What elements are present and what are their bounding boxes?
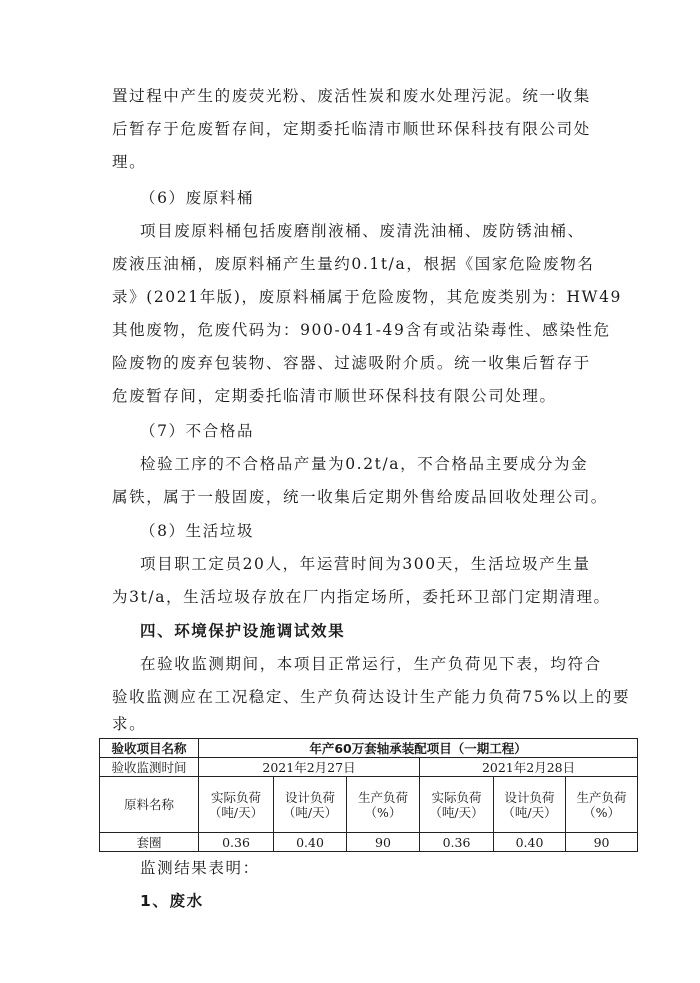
actual-load-cell: 0.36 [420,833,494,852]
paragraph-line: 危废暂存间，定期委托临清市顺世环保科技有限公司处理。 [112,387,557,405]
paragraph-line: 后暂存于危废暂存间，定期委托临清市顺世环保科技有限公司处 [112,120,591,138]
production-load-table [99,738,638,852]
design-load-cell: 0.40 [494,833,566,852]
paragraph-line: 险废物的废弃包装物、容器、过滤吸附介质。统一收集后暂存于 [112,354,591,372]
paragraph-line: 置过程中产生的废荧光粉、废活性炭和废水处理污泥。统一收集 [112,87,591,105]
project-name-cell: 年产60万套轴承装配项目（一期工程） [199,739,638,758]
section-heading-waste-barrels: （6）废原料桶 [140,189,255,207]
table-row [100,739,638,758]
paragraph-line: 项目废原料桶包括废磨削液桶、废清洗油桶、废防锈油桶、 [140,222,585,240]
load-ratio-header: 生产负荷（%） [566,777,638,833]
paragraph-line: 项目职工定员20人，年运营时间为300天，生活垃圾产生量 [140,555,591,573]
paragraph-line: 求。 [112,715,147,733]
actual-load-cell: 0.36 [199,833,274,852]
table-row [100,777,638,833]
actual-load-header: 实际负荷（吨/天） [199,777,274,833]
date-cell: 2021年2月27日 [199,758,420,777]
section-heading-rejects: （7）不合格品 [140,422,255,440]
paragraph-line: 在验收监测期间，本项目正常运行，生产负荷见下表，均符合 [140,655,602,673]
paragraph-line: 录》(2021年版)，废原料桶属于危险废物，其危废类别为：HW49 [112,288,623,306]
chapter-heading: 四、环境保护设施调试效果 [140,622,346,640]
paragraph-line: 理。 [112,153,147,171]
wastewater-heading: 1、废水 [140,892,204,910]
section-heading-domestic-waste: （8）生活垃圾 [140,522,255,540]
paragraph-line: 属铁，属于一般固废，统一收集后定期外售给废品回收处理公司。 [112,488,608,506]
actual-load-header: 实际负荷（吨/天） [420,777,494,833]
time-label-cell: 验收监测时间 [100,758,199,777]
load-ratio-cell: 90 [566,833,638,852]
table-row [100,758,638,777]
paragraph-line: 废液压油桶，废原料桶产生量约0.1t/a，根据《国家危险废物名 [112,255,595,273]
load-ratio-header: 生产负荷（%） [347,777,420,833]
paragraph-line: 为3t/a，生活垃圾存放在厂内指定场所，委托环卫部门定期清理。 [112,588,611,606]
design-load-header: 设计负荷（吨/天） [274,777,347,833]
material-label-cell: 原料名称 [100,777,199,833]
results-intro: 监测结果表明： [140,859,260,877]
material-cell: 套圈 [100,833,199,852]
design-load-cell: 0.40 [274,833,347,852]
design-load-header: 设计负荷（吨/天） [494,777,566,833]
table-row [100,833,638,852]
load-ratio-cell: 90 [347,833,420,852]
paragraph-line: 其他废物，危废代码为：900-041-49含有或沾染毒性、感染性危 [112,321,611,339]
paragraph-line: 验收监测应在工况稳定、生产负荷达设计生产能力负荷75%以上的要 [112,688,631,706]
date-cell: 2021年2月28日 [420,758,638,777]
project-label-cell: 验收项目名称 [100,739,199,758]
paragraph-line: 检验工序的不合格品产量为0.2t/a，不合格品主要成分为金 [140,455,589,473]
